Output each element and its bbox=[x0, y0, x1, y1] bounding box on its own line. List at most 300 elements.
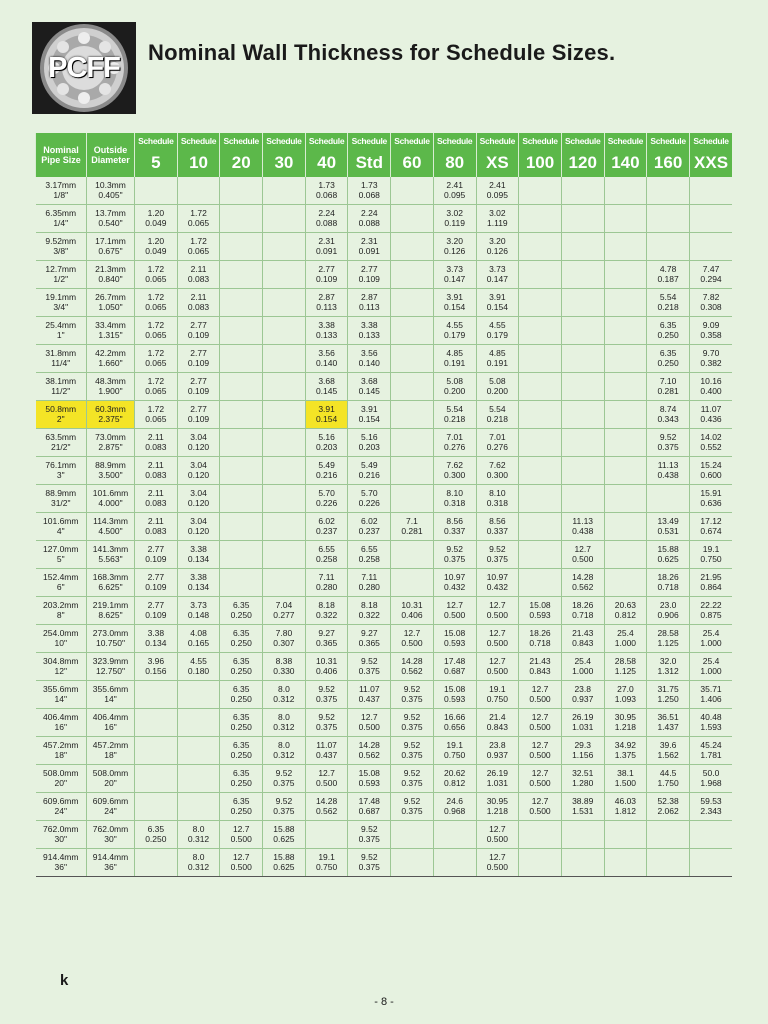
value-mm: 21.95 bbox=[700, 572, 722, 582]
value-in: 31/2" bbox=[50, 497, 71, 508]
value-in: 0.119 bbox=[444, 217, 465, 228]
value-mm: 23.0 bbox=[659, 600, 677, 610]
table-row bbox=[36, 681, 733, 709]
thickness-cell bbox=[433, 261, 476, 289]
empty-cell bbox=[220, 317, 263, 345]
empty-cell bbox=[561, 233, 604, 261]
header-schedule-5 bbox=[135, 133, 178, 177]
empty-cell bbox=[561, 373, 604, 401]
schedule-number: 20 bbox=[231, 153, 251, 172]
thickness-cell bbox=[263, 765, 306, 793]
outside-diameter-cell bbox=[87, 569, 135, 597]
value-in: 0.091 bbox=[358, 245, 380, 256]
value-in: 0.843 bbox=[529, 665, 551, 676]
nominal-pipe-size-cell bbox=[36, 205, 87, 233]
value-in: 1.000 bbox=[614, 637, 637, 648]
value-in: 0.593 bbox=[444, 637, 466, 648]
value-mm: 12.7 bbox=[232, 852, 250, 862]
header-schedule-140 bbox=[604, 133, 647, 177]
empty-cell bbox=[391, 849, 434, 877]
value-in: 24" bbox=[104, 805, 117, 816]
thickness-cell bbox=[135, 345, 178, 373]
value-mm: 28.58 bbox=[614, 656, 637, 666]
value-mm: 406.4mm bbox=[92, 712, 129, 722]
value-mm: 914.4mm bbox=[43, 852, 79, 862]
value-mm: 32.51 bbox=[572, 768, 594, 778]
empty-cell bbox=[391, 821, 434, 849]
thickness-cell bbox=[348, 345, 391, 373]
value-in: 0.218 bbox=[486, 413, 508, 424]
value-mm: 12.7 bbox=[489, 628, 506, 638]
empty-cell bbox=[263, 373, 306, 401]
value-in: 0.625 bbox=[273, 861, 295, 872]
value-mm: 6.35 bbox=[232, 656, 250, 666]
outside-diameter-cell bbox=[87, 457, 135, 485]
thickness-cell bbox=[220, 653, 263, 681]
value-in: 0.145 bbox=[315, 385, 338, 396]
thickness-cell bbox=[476, 569, 519, 597]
thickness-cell bbox=[604, 709, 647, 737]
value-mm: 32.0 bbox=[659, 656, 677, 666]
value-in: 1.315" bbox=[98, 329, 123, 340]
thickness-cell bbox=[220, 821, 263, 849]
value-mm: 1.72 bbox=[147, 404, 165, 414]
value-in: 0.237 bbox=[315, 525, 338, 536]
thickness-cell bbox=[519, 681, 562, 709]
empty-cell bbox=[604, 261, 647, 289]
value-mm: 2.77 bbox=[147, 600, 165, 610]
empty-cell bbox=[391, 261, 434, 289]
thickness-cell bbox=[177, 485, 220, 513]
value-mm: 11.13 bbox=[657, 460, 679, 470]
value-mm: 254.0mm bbox=[43, 628, 79, 638]
thickness-cell bbox=[561, 681, 604, 709]
value-mm: 457.2mm bbox=[92, 740, 129, 750]
empty-cell bbox=[391, 485, 434, 513]
value-in: 1.968 bbox=[700, 777, 722, 788]
thickness-cell bbox=[348, 597, 391, 625]
empty-cell bbox=[135, 681, 178, 709]
value-mm: 12.7 bbox=[489, 656, 506, 666]
empty-cell bbox=[391, 289, 434, 317]
value-mm: 2.87 bbox=[318, 292, 335, 302]
value-in: 0.250 bbox=[230, 721, 252, 732]
schedule-number: 5 bbox=[151, 153, 161, 172]
value-mm: 12.7 bbox=[361, 712, 378, 722]
value-in: 1.125 bbox=[657, 637, 679, 648]
value-mm: 3.20 bbox=[489, 236, 506, 246]
value-in: 2.062 bbox=[657, 805, 679, 816]
value-in: 0.687 bbox=[444, 665, 466, 676]
value-in: 0.438 bbox=[572, 525, 594, 536]
empty-cell bbox=[220, 289, 263, 317]
value-in: 0.750 bbox=[315, 861, 338, 872]
value-mm: 29.3 bbox=[574, 740, 591, 750]
value-in: 36" bbox=[104, 861, 117, 872]
value-mm: 9.27 bbox=[318, 628, 335, 638]
empty-cell bbox=[604, 345, 647, 373]
nominal-pipe-size-cell bbox=[36, 541, 87, 569]
thickness-cell bbox=[220, 737, 263, 765]
thickness-cell bbox=[476, 289, 519, 317]
thickness-cell bbox=[305, 765, 348, 793]
value-in: 0.083 bbox=[187, 301, 210, 312]
value-in: 0.068 bbox=[358, 189, 380, 200]
empty-cell bbox=[220, 457, 263, 485]
value-in: 0.065 bbox=[145, 301, 167, 312]
empty-cell bbox=[561, 177, 604, 205]
value-mm: 38.1mm bbox=[45, 376, 77, 386]
thickness-cell bbox=[647, 513, 690, 541]
empty-cell bbox=[604, 205, 647, 233]
empty-cell bbox=[220, 345, 263, 373]
schedule-word: Schedule bbox=[180, 136, 217, 146]
nominal-pipe-size-cell bbox=[36, 821, 87, 849]
value-mm: 7.82 bbox=[702, 292, 720, 302]
value-in: 0.562 bbox=[572, 581, 594, 592]
value-mm: 28.58 bbox=[657, 628, 679, 638]
thickness-cell bbox=[177, 317, 220, 345]
value-in: 0.281 bbox=[401, 525, 423, 536]
thickness-cell bbox=[263, 597, 306, 625]
value-mm: 5.16 bbox=[361, 432, 378, 442]
value-in: 0.593 bbox=[529, 609, 551, 620]
value-mm: 5.54 bbox=[489, 404, 506, 414]
nominal-pipe-size-cell bbox=[36, 429, 87, 457]
value-in: 16" bbox=[104, 721, 117, 732]
header-schedule-80 bbox=[433, 133, 476, 177]
empty-cell bbox=[519, 429, 562, 457]
value-in: 0.812 bbox=[614, 609, 637, 620]
thickness-cell bbox=[391, 597, 434, 625]
value-mm: 60.3mm bbox=[95, 404, 126, 414]
value-in: 0.133 bbox=[358, 329, 380, 340]
value-mm: 38.89 bbox=[572, 796, 594, 806]
thickness-cell bbox=[561, 513, 604, 541]
empty-cell bbox=[519, 177, 562, 205]
thickness-cell bbox=[604, 653, 647, 681]
table-row bbox=[36, 597, 733, 625]
empty-cell bbox=[647, 233, 690, 261]
header-schedule-100 bbox=[519, 133, 562, 177]
value-in: 12" bbox=[54, 665, 67, 676]
empty-cell bbox=[220, 569, 263, 597]
thickness-cell bbox=[647, 681, 690, 709]
value-in: 1.250 bbox=[657, 693, 679, 704]
value-mm: 12.7 bbox=[531, 740, 549, 750]
table-row bbox=[36, 541, 733, 569]
value-mm: 20.63 bbox=[614, 600, 637, 610]
value-in: 0.065 bbox=[187, 245, 210, 256]
empty-cell bbox=[689, 849, 732, 877]
value-mm: 1.73 bbox=[318, 180, 335, 190]
thickness-cell bbox=[305, 569, 348, 597]
empty-cell bbox=[561, 485, 604, 513]
value-in: 14" bbox=[54, 693, 67, 704]
value-mm: 33.4mm bbox=[95, 320, 126, 330]
empty-cell bbox=[689, 233, 732, 261]
value-in: 0.049 bbox=[145, 217, 167, 228]
value-in: 0.258 bbox=[315, 553, 338, 564]
value-in: 0.140 bbox=[315, 357, 338, 368]
thickness-cell bbox=[689, 373, 732, 401]
value-mm: 9.52 bbox=[318, 684, 335, 694]
value-mm: 3.91 bbox=[446, 292, 463, 302]
value-in: 0.200 bbox=[486, 385, 508, 396]
value-mm: 10.97 bbox=[444, 572, 466, 582]
thickness-cell bbox=[348, 233, 391, 261]
thickness-cell bbox=[476, 709, 519, 737]
empty-cell bbox=[263, 429, 306, 457]
value-mm: 1.20 bbox=[147, 208, 165, 218]
thickness-cell bbox=[135, 317, 178, 345]
value-mm: 20.62 bbox=[444, 768, 466, 778]
thickness-cell bbox=[433, 233, 476, 261]
empty-cell bbox=[604, 485, 647, 513]
thickness-cell bbox=[689, 513, 732, 541]
thickness-cell bbox=[476, 849, 519, 877]
value-mm: 2.24 bbox=[361, 208, 378, 218]
value-in: 2.375" bbox=[98, 413, 123, 424]
thickness-cell bbox=[689, 709, 732, 737]
value-in: 0.500 bbox=[486, 833, 508, 844]
value-in: 0.218 bbox=[657, 301, 679, 312]
value-mm: 9.52 bbox=[403, 712, 421, 722]
thickness-cell bbox=[348, 317, 391, 345]
nominal-pipe-size-cell bbox=[36, 653, 87, 681]
value-mm: 10.16 bbox=[700, 376, 722, 386]
value-in: 0.750 bbox=[444, 749, 466, 760]
empty-cell bbox=[561, 205, 604, 233]
thickness-cell bbox=[177, 429, 220, 457]
thickness-cell bbox=[263, 709, 306, 737]
value-in: 1/8" bbox=[53, 189, 69, 200]
thickness-cell bbox=[476, 653, 519, 681]
value-in: 0.365 bbox=[315, 637, 338, 648]
value-mm: 12.7 bbox=[574, 544, 591, 554]
thickness-cell bbox=[433, 401, 476, 429]
value-mm: 6.55 bbox=[361, 544, 378, 554]
empty-cell bbox=[561, 317, 604, 345]
value-in: 0.300 bbox=[444, 469, 466, 480]
empty-cell bbox=[177, 709, 220, 737]
thickness-cell bbox=[561, 793, 604, 821]
empty-cell bbox=[263, 569, 306, 597]
value-in: 0.552 bbox=[700, 441, 722, 452]
value-mm: 3.38 bbox=[190, 544, 207, 554]
nominal-pipe-size-cell bbox=[36, 765, 87, 793]
value-in: 0.109 bbox=[145, 581, 167, 592]
value-mm: 2.77 bbox=[147, 544, 165, 554]
value-in: 12.750" bbox=[95, 665, 125, 676]
nominal-pipe-size-cell bbox=[36, 793, 87, 821]
empty-cell bbox=[604, 233, 647, 261]
value-mm: 21.43 bbox=[572, 628, 594, 638]
value-in: 0.375 bbox=[358, 833, 380, 844]
value-in: 0.500 bbox=[529, 749, 551, 760]
outside-diameter-cell bbox=[87, 709, 135, 737]
header-schedule-std bbox=[348, 133, 391, 177]
outside-diameter-cell bbox=[87, 289, 135, 317]
thickness-cell bbox=[177, 625, 220, 653]
value-in: 0.593 bbox=[444, 693, 466, 704]
value-in: 0.095 bbox=[486, 189, 508, 200]
value-in: 0.937 bbox=[572, 693, 594, 704]
schedule-word: Schedule bbox=[522, 136, 558, 146]
thickness-cell bbox=[476, 681, 519, 709]
value-in: 1.531 bbox=[572, 805, 594, 816]
thickness-cell bbox=[476, 737, 519, 765]
value-in: 0.500 bbox=[401, 637, 423, 648]
value-in: 0.095 bbox=[444, 189, 466, 200]
value-mm: 6.02 bbox=[318, 516, 335, 526]
empty-cell bbox=[135, 709, 178, 737]
outside-diameter-cell bbox=[87, 793, 135, 821]
thickness-cell bbox=[305, 373, 348, 401]
value-mm: 50.8mm bbox=[45, 404, 77, 414]
schedule-word: Schedule bbox=[351, 136, 387, 146]
value-in: 0.109 bbox=[187, 385, 210, 396]
value-mm: 1.73 bbox=[361, 180, 378, 190]
value-in: 0.203 bbox=[315, 441, 338, 452]
nominal-pipe-size-cell bbox=[36, 485, 87, 513]
value-in: 0.406 bbox=[401, 609, 423, 620]
value-mm: 27.0 bbox=[617, 684, 634, 694]
value-in: 11/2" bbox=[51, 385, 71, 396]
thickness-cell bbox=[305, 709, 348, 737]
schedule-number: 80 bbox=[445, 153, 465, 172]
value-in: 0.134 bbox=[187, 553, 210, 564]
value-mm: 2.77 bbox=[361, 264, 378, 274]
empty-cell bbox=[604, 289, 647, 317]
value-in: 2.343 bbox=[700, 805, 722, 816]
thickness-cell bbox=[391, 765, 434, 793]
value-mm: 3.96 bbox=[147, 656, 165, 666]
value-mm: 3.38 bbox=[318, 320, 335, 330]
thickness-cell bbox=[135, 205, 178, 233]
value-mm: 18.26 bbox=[572, 600, 594, 610]
thickness-cell bbox=[476, 429, 519, 457]
empty-cell bbox=[263, 541, 306, 569]
thickness-cell bbox=[647, 737, 690, 765]
thickness-cell bbox=[305, 541, 348, 569]
empty-cell bbox=[519, 541, 562, 569]
thickness-cell bbox=[433, 597, 476, 625]
value-mm: 6.35 bbox=[232, 796, 250, 806]
thickness-cell bbox=[647, 429, 690, 457]
value-in: 0.312 bbox=[273, 693, 295, 704]
thickness-cell bbox=[561, 765, 604, 793]
value-in: 4" bbox=[56, 525, 65, 536]
empty-cell bbox=[263, 261, 306, 289]
value-in: 0.840" bbox=[98, 273, 123, 284]
value-in: 0.147 bbox=[444, 273, 466, 284]
thickness-cell bbox=[604, 793, 647, 821]
thickness-cell bbox=[433, 373, 476, 401]
value-mm: 762.0mm bbox=[92, 824, 129, 834]
value-mm: 6.35 bbox=[232, 740, 250, 750]
thickness-cell bbox=[476, 457, 519, 485]
empty-cell bbox=[263, 177, 306, 205]
value-in: 0.674 bbox=[700, 525, 722, 536]
empty-cell bbox=[647, 821, 690, 849]
empty-cell bbox=[604, 569, 647, 597]
value-mm: 6.35 bbox=[659, 320, 677, 330]
thickness-cell bbox=[348, 289, 391, 317]
value-in: 0.088 bbox=[315, 217, 338, 228]
empty-cell bbox=[177, 793, 220, 821]
schedule-word: Schedule bbox=[223, 136, 259, 146]
value-mm: 2.77 bbox=[190, 320, 207, 330]
value-mm: 8.0 bbox=[277, 740, 290, 750]
value-in: 2" bbox=[56, 413, 65, 424]
empty-cell bbox=[305, 821, 348, 849]
thickness-cell bbox=[561, 709, 604, 737]
empty-cell bbox=[561, 849, 604, 877]
thickness-cell bbox=[177, 597, 220, 625]
value-in: 0.375 bbox=[401, 805, 423, 816]
thickness-cell bbox=[689, 429, 732, 457]
value-in: 0.120 bbox=[187, 525, 210, 536]
empty-cell bbox=[177, 737, 220, 765]
empty-cell bbox=[689, 205, 732, 233]
value-mm: 59.53 bbox=[700, 796, 722, 806]
value-in: 0.088 bbox=[358, 217, 380, 228]
nominal-pipe-size-cell bbox=[36, 401, 87, 429]
empty-cell bbox=[647, 485, 690, 513]
value-mm: 141.3mm bbox=[92, 544, 129, 554]
empty-cell bbox=[263, 513, 306, 541]
empty-cell bbox=[689, 177, 732, 205]
empty-cell bbox=[519, 233, 562, 261]
value-in: 6.625" bbox=[98, 581, 123, 592]
value-mm: 8.10 bbox=[446, 488, 463, 498]
thickness-cell bbox=[476, 513, 519, 541]
value-mm: 25.4 bbox=[702, 628, 720, 638]
value-mm: 1.72 bbox=[147, 376, 165, 386]
header-nominal-pipe-size: Nominal Pipe Size bbox=[36, 133, 87, 177]
empty-cell bbox=[263, 345, 306, 373]
nominal-pipe-size-cell bbox=[36, 177, 87, 205]
value-mm: 219.1mm bbox=[92, 600, 129, 610]
value-mm: 26.19 bbox=[572, 712, 594, 722]
value-in: 0.562 bbox=[315, 805, 338, 816]
value-mm: 10.3mm bbox=[95, 180, 126, 190]
value-in: 0.436 bbox=[700, 413, 722, 424]
empty-cell bbox=[177, 681, 220, 709]
schedule-table bbox=[35, 133, 732, 877]
thickness-cell bbox=[476, 793, 519, 821]
thickness-cell bbox=[476, 345, 519, 373]
value-in: 0.318 bbox=[444, 497, 466, 508]
value-mm: 13.49 bbox=[657, 516, 679, 526]
thickness-cell bbox=[476, 401, 519, 429]
value-mm: 15.08 bbox=[529, 600, 551, 610]
value-mm: 6.55 bbox=[318, 544, 335, 554]
schedule-word: Schedule bbox=[607, 136, 644, 146]
value-mm: 12.7 bbox=[446, 600, 463, 610]
header-schedule-xxs bbox=[689, 133, 732, 177]
outside-diameter-cell bbox=[87, 513, 135, 541]
value-mm: 2.11 bbox=[190, 264, 207, 274]
thickness-cell bbox=[433, 541, 476, 569]
thickness-cell bbox=[135, 653, 178, 681]
table-row bbox=[36, 177, 733, 205]
value-in: 0.718 bbox=[657, 581, 679, 592]
thickness-cell bbox=[519, 793, 562, 821]
value-in: 0.375 bbox=[401, 749, 423, 760]
value-mm: 3.02 bbox=[489, 208, 506, 218]
